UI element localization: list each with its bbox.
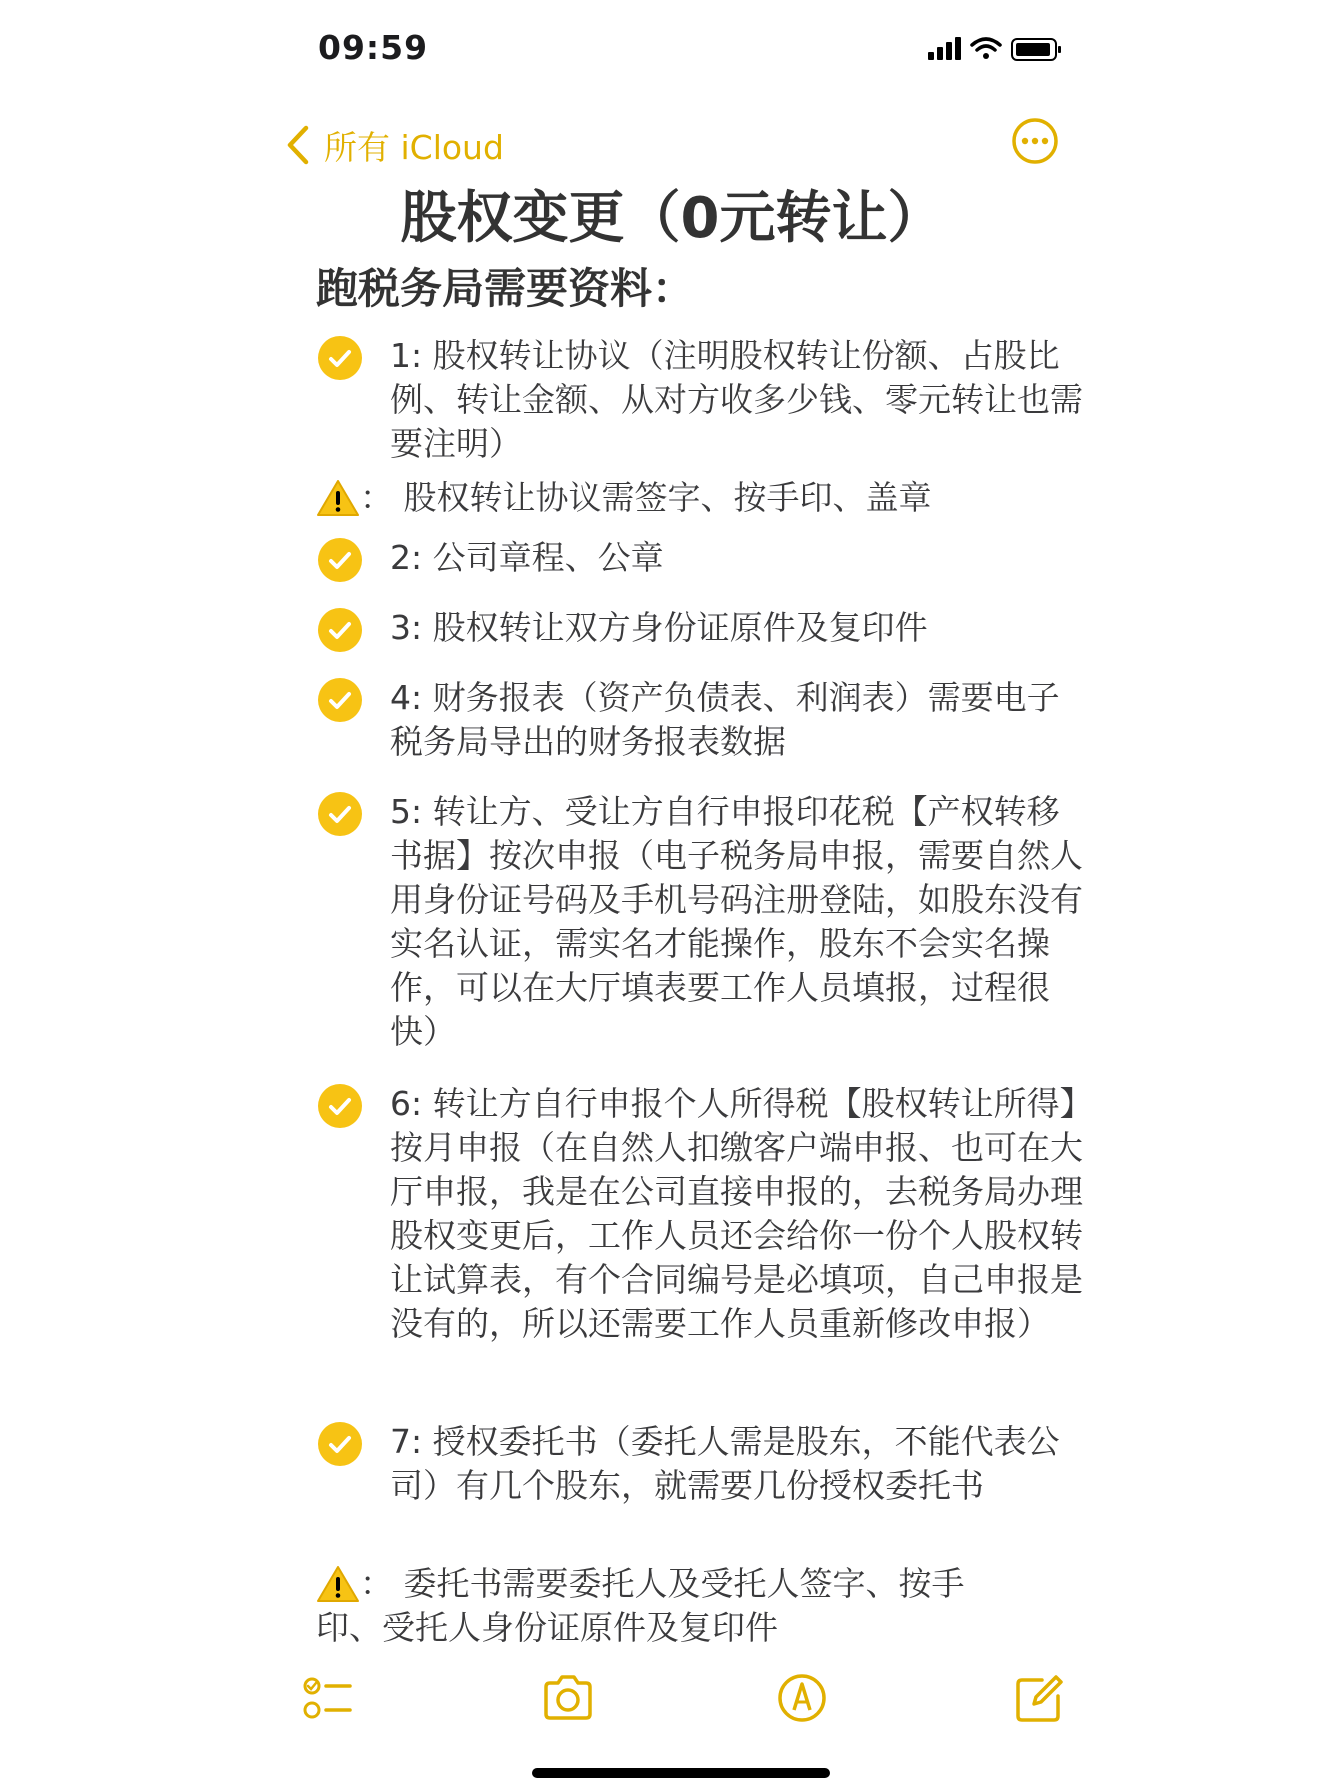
nav-bar	[0, 110, 1344, 180]
checkmark-circle-icon[interactable]	[318, 792, 362, 836]
checkmark-circle-icon[interactable]	[318, 1422, 362, 1466]
note-body[interactable]	[0, 330, 1344, 1650]
checkmark-circle-icon[interactable]	[318, 678, 362, 722]
checklist-item-text: 5: 转让方、受让方自行申报印花税【产权转移书据】按次申报（电子税务局申报，需要自然人用身份证号码及手机号码注册登陆，如股东没有实名认证，需实名才能操作，股东不会实名操作，可以在大厅填表要工作人员填报，过程很快）	[390, 792, 1083, 1051]
back-button[interactable]	[286, 120, 504, 170]
checkmark-circle-icon[interactable]	[318, 336, 362, 380]
battery-icon	[1012, 39, 1061, 60]
more-button[interactable]	[1010, 116, 1060, 166]
checklist-button[interactable]	[300, 1670, 356, 1726]
warning-icon	[316, 1564, 360, 1604]
checklist-item-text: 4: 财务报表（资产负债表、利润表）需要电子税务局导出的财务报表数据	[390, 678, 1060, 761]
note-title[interactable]: 股权变更（0元转让）	[400, 186, 944, 251]
checkmark-circle-icon[interactable]	[318, 1084, 362, 1128]
warning-text: ： 委托书需要委托人及受托人签字、按手	[360, 1564, 965, 1603]
home-indicator[interactable]	[532, 1768, 830, 1778]
markup-button[interactable]	[774, 1670, 830, 1726]
status-bar	[0, 0, 1344, 100]
note-subtitle[interactable]: 跑税务局需要资料：	[316, 264, 695, 313]
status-time: 09:59	[318, 28, 429, 67]
signal-icon	[928, 37, 961, 60]
warning-text: 印、受托人身份证原件及复印件	[316, 1608, 778, 1647]
chevron-left-icon	[286, 125, 310, 165]
warning-icon	[316, 478, 360, 518]
compose-button[interactable]	[1012, 1670, 1068, 1726]
checklist-item-text: 7: 授权委托书（委托人需是股东，不能代表公司）有几个股东，就需要几份授权委托书	[390, 1422, 1060, 1505]
checkmark-circle-icon[interactable]	[318, 608, 362, 652]
warning-text: ： 股权转让协议需签字、按手印、盖章	[360, 478, 932, 517]
checklist-item-text: 1: 股权转让协议（注明股权转让份额、占股比例、转让金额、从对方收多少钱、零元转让也需要注明）	[390, 336, 1083, 463]
bottom-toolbar	[0, 1670, 1344, 1740]
checklist-item-text: 2: 公司章程、公章	[390, 538, 664, 577]
status-icons	[928, 34, 1068, 64]
checklist-item-text: 6: 转让方自行申报个人所得税【股权转让所得】按月申报（在自然人扣缴客户端申报、也可在大厅申报，我是在公司直接申报的，去税务局办理股权变更后，工作人员还会给你一份个人股权转让试算表，有个合同编号是必填项，自己申报是没有的，所以还需要工作人员重新修改申报）	[390, 1084, 1083, 1343]
checkmark-circle-icon[interactable]	[318, 538, 362, 582]
back-label: 所有 iCloud	[324, 127, 504, 167]
wifi-icon	[972, 39, 1000, 59]
checklist-item-text: 3: 股权转让双方身份证原件及复印件	[390, 608, 928, 647]
camera-button[interactable]	[540, 1670, 596, 1726]
